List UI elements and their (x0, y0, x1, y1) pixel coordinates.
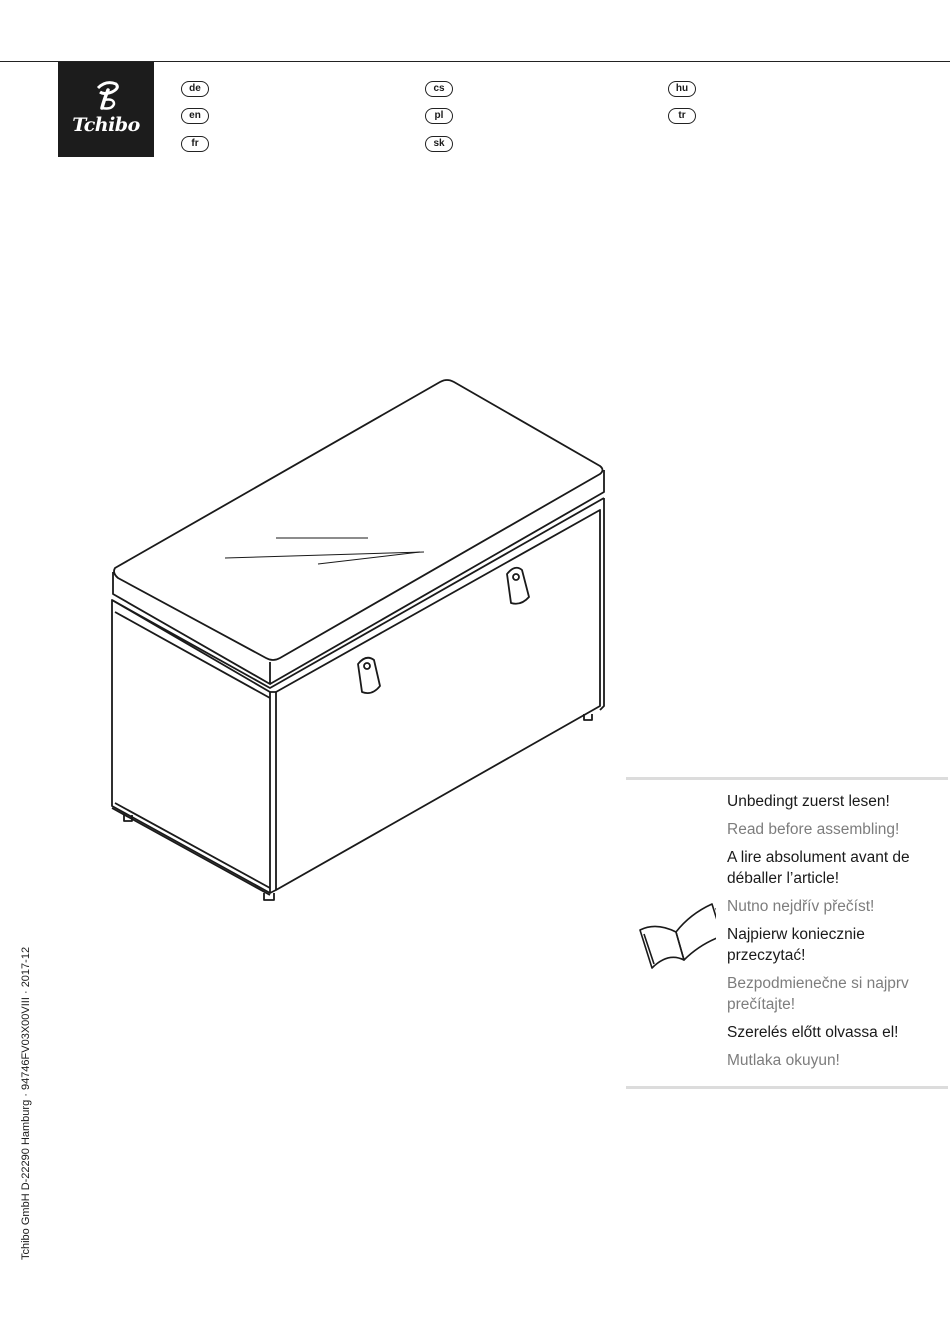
message-sk: Bezpodmienečne si najprv prečítajte! (727, 975, 909, 1013)
read-first-messages (727, 791, 947, 1078)
language-badge-en: en (181, 108, 209, 124)
message-cs: Nutno nejdřív přečíst! (727, 898, 875, 915)
handle-right (507, 568, 529, 604)
language-badge-fr: fr (181, 136, 209, 152)
cushion-top (114, 380, 603, 660)
box-left-panel (112, 808, 270, 895)
message-fr: A lire absolument avant de déballer l’article! (727, 849, 910, 887)
cushion-side (270, 470, 604, 684)
open-book-icon (638, 900, 716, 970)
message-tr: Mutlaka okuyun! (727, 1052, 840, 1069)
language-badge-de: de (181, 81, 209, 97)
language-badge-cs: cs (425, 81, 453, 97)
tchibo-logo (58, 62, 154, 157)
language-badge-tr: tr (668, 108, 696, 124)
message-pl: Najpierw koniecznie przeczytać! (727, 926, 865, 964)
language-badge-sk: sk (425, 136, 453, 152)
tchibo-emblem-icon (58, 62, 154, 157)
language-badge-hu: hu (668, 81, 696, 97)
message-en: Read before assembling! (727, 821, 900, 838)
message-de: Unbedingt zuerst lesen! (727, 793, 890, 810)
storage-bench-illustration (100, 370, 620, 910)
message-hu: Szerelés előtt olvassa el! (727, 1024, 899, 1041)
imprint: Tchibo GmbH D-22290 Hamburg · 94746FV03X00VIII · 2017-12 (20, 946, 32, 1260)
language-badge-pl: pl (425, 108, 453, 124)
brand-name: Tchibo (72, 114, 140, 136)
read-first-notice (626, 777, 948, 1089)
